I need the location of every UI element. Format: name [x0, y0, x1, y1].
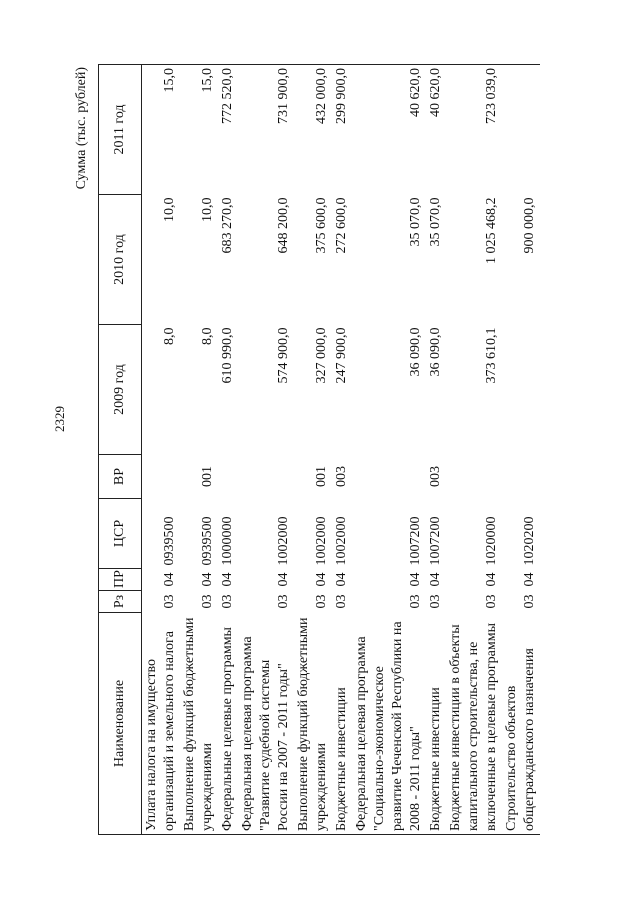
row-vr	[446, 455, 502, 499]
row-vr	[142, 455, 181, 499]
row-vr	[352, 455, 426, 499]
row-2011: 15,0	[180, 65, 218, 195]
row-2011: 731 900,0	[238, 65, 294, 195]
row-rz: 03	[484, 594, 499, 609]
row-csr: 1020200	[522, 516, 537, 566]
row-pr: 04	[220, 572, 235, 587]
row-pr: 04	[334, 572, 349, 587]
table-row	[180, 65, 218, 835]
page-number: 2329	[52, 406, 67, 432]
row-name: Выполнение функций бюджетными учреждениями	[180, 613, 218, 835]
row-2009: 8,0	[162, 327, 177, 345]
row-rz: 03	[276, 594, 291, 609]
table-row	[332, 65, 352, 835]
row-2010: 683 270,0	[220, 197, 235, 254]
row-2010: 10,0	[162, 197, 177, 222]
row-name: Строительство объектов общегражданского назначения	[502, 613, 540, 835]
row-vr: 001	[200, 466, 215, 487]
row-vr	[502, 455, 540, 499]
header-csr: ЦСР	[99, 499, 142, 569]
table-row	[446, 65, 502, 835]
row-2011: 40 620,0	[352, 65, 426, 195]
row-2011: 40 620,0	[426, 65, 446, 195]
row-2011	[502, 65, 540, 195]
header-row	[99, 65, 142, 835]
row-2010: 35 070,0	[428, 197, 443, 247]
row-rz: 03	[220, 594, 235, 609]
row-2011: 299 900,0	[332, 65, 352, 195]
header-rz: Рз	[99, 591, 142, 613]
row-2009: 373 610,1	[484, 327, 499, 384]
row-rz: 03	[408, 594, 423, 609]
row-csr: 0939500	[200, 516, 215, 566]
header-2009: 2009 год	[99, 325, 142, 455]
row-vr	[218, 455, 238, 499]
table-row	[238, 65, 294, 835]
row-2010: 375 600,0	[314, 197, 329, 254]
row-2010: 35 070,0	[408, 197, 423, 247]
row-pr: 04	[276, 572, 291, 587]
row-2009: 8,0	[200, 327, 215, 345]
table-row	[218, 65, 238, 835]
row-csr: 1000000	[220, 516, 235, 566]
row-2011: 723 039,0	[446, 65, 502, 195]
row-rz: 03	[162, 594, 177, 609]
table-row	[352, 65, 426, 835]
row-2011: 772 520,0	[218, 65, 238, 195]
row-rz: 03	[428, 594, 443, 609]
row-name: Выполнение функций бюджетными учреждениями	[294, 613, 332, 835]
row-name: Бюджетные инвестиции в объекты капитального строительства, не включенные в целевые программы	[446, 613, 502, 835]
row-2009: 247 900,0	[334, 327, 349, 384]
header-name: Наименование	[99, 613, 142, 835]
header-pr: ПР	[99, 569, 142, 591]
row-2010: 272 600,0	[334, 197, 349, 254]
row-2009: 36 090,0	[428, 327, 443, 377]
row-name: Бюджетные инвестиции	[426, 613, 446, 835]
row-2009: 36 090,0	[408, 327, 423, 377]
row-rz: 03	[200, 594, 215, 609]
row-name: Федеральная целевая программа "Социально-экономическое развитие Чеченской Республики на 2008 - 2011 годы"	[352, 613, 426, 835]
rotated-page	[72, 65, 558, 835]
row-csr: 1002000	[334, 516, 349, 566]
row-csr: 1020000	[484, 516, 499, 566]
row-2010: 1 025 468,2	[484, 197, 499, 264]
row-rz: 03	[314, 594, 329, 609]
budget-table	[98, 64, 540, 835]
row-vr	[238, 455, 294, 499]
row-pr: 04	[428, 572, 443, 587]
row-2009: 327 000,0	[314, 327, 329, 384]
row-vr: 003	[428, 466, 443, 487]
row-csr: 1007200	[408, 516, 423, 566]
header-2011: 2011 год	[99, 65, 142, 195]
row-2010: 900 000,0	[522, 197, 537, 254]
table-row	[502, 65, 540, 835]
table-row	[142, 65, 181, 835]
units-label: Сумма (тыс. рублей)	[74, 67, 89, 190]
row-pr: 04	[408, 572, 423, 587]
row-csr: 0939500	[162, 516, 177, 566]
row-2010: 648 200,0	[276, 197, 291, 254]
row-pr: 04	[314, 572, 329, 587]
table-row	[426, 65, 446, 835]
row-2011: 15,0	[142, 65, 181, 195]
row-pr: 04	[522, 572, 537, 587]
row-vr: 001	[314, 466, 329, 487]
row-2011: 432 000,0	[294, 65, 332, 195]
row-pr: 04	[484, 572, 499, 587]
row-vr: 003	[334, 466, 349, 487]
row-rz: 03	[522, 594, 537, 609]
row-csr: 1007200	[428, 516, 443, 566]
row-pr: 04	[162, 572, 177, 587]
row-name: Федеральные целевые программы	[218, 613, 238, 835]
row-csr: 1002000	[276, 516, 291, 566]
row-pr: 04	[200, 572, 215, 587]
header-2010: 2010 год	[99, 195, 142, 325]
table-row	[294, 65, 332, 835]
header-vr: ВР	[99, 455, 142, 499]
row-name: Уплата налога на имущество организаций и земельного налога	[142, 613, 181, 835]
row-rz: 03	[334, 594, 349, 609]
row-name: Бюджетные инвестиции	[332, 613, 352, 835]
row-csr: 1002000	[314, 516, 329, 566]
row-2009	[502, 325, 540, 455]
row-2010: 10,0	[200, 197, 215, 222]
row-name: Федеральная целевая программа "Развитие судебной системы России на 2007 - 2011 годы"	[238, 613, 294, 835]
row-2009: 574 900,0	[276, 327, 291, 384]
row-2009: 610 990,0	[220, 327, 235, 384]
